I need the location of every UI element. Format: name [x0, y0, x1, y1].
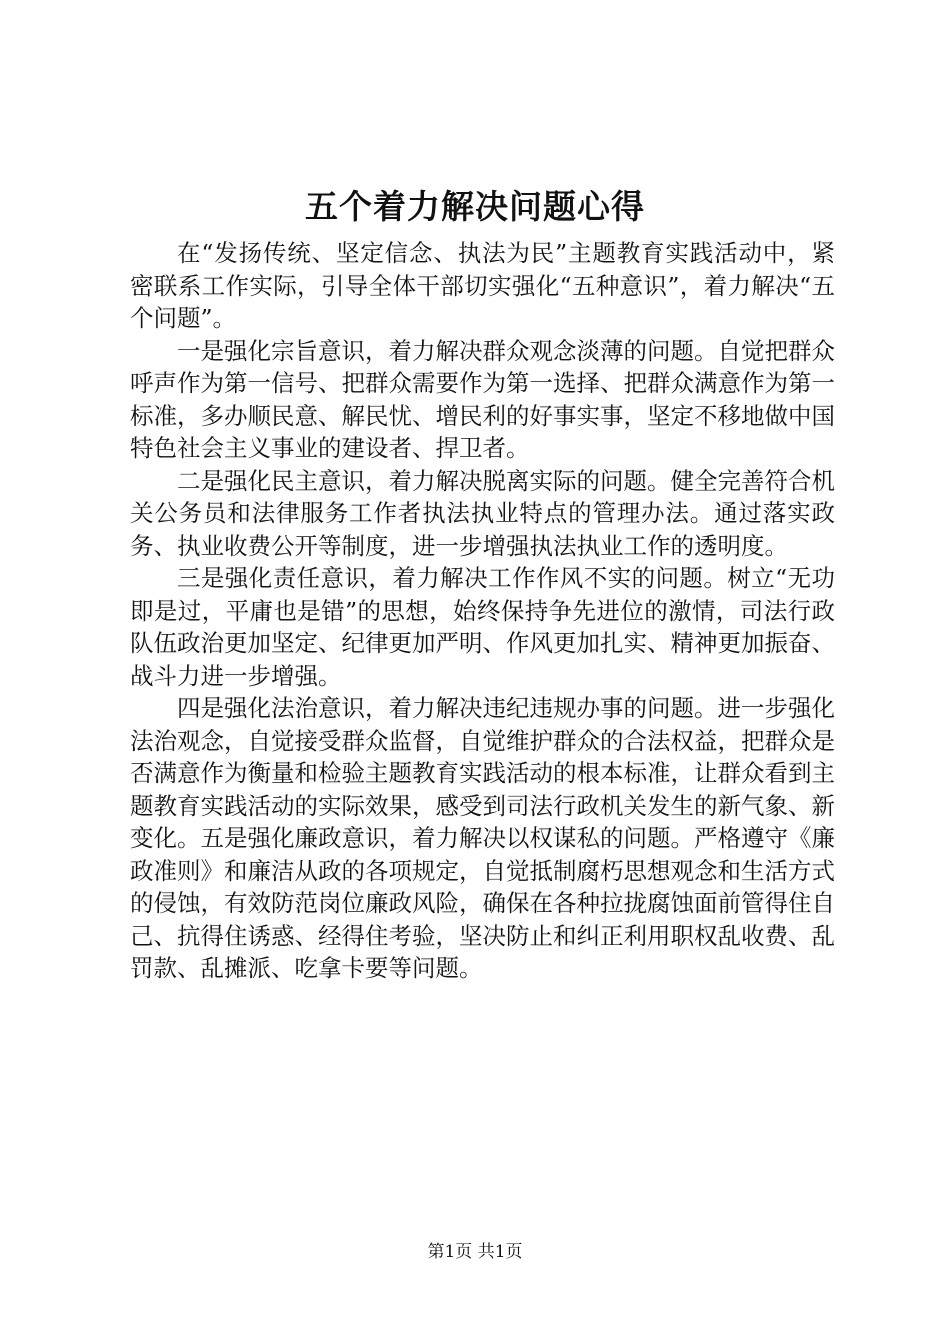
paragraph-responsibility-awareness: 三是强化责任意识，着力解决工作作风不实的问题。树立“无功即是过，平庸也是错”的思想，始终保持争先进位的激情，司法行政队伍政治更加坚定、纪律更加严明、作风更加扎实、精神更加振奋、战斗力进一步增强。	[130, 564, 835, 690]
document-body	[130, 237, 835, 985]
page-footer: 第1页 共1页	[427, 1242, 523, 1262]
document-title: 五个着力解决问题心得	[305, 187, 645, 226]
paragraph-intro: 在“发扬传统、坚定信念、执法为民”主题教育实践活动中，紧密联系工作实际，引导全体干部切实强化“五种意识”，着力解决“五个问题”。	[130, 239, 835, 332]
paragraph-rule-of-law-awareness: 四是强化法治意识，着力解决违纪违规办事的问题。进一步强化法治观念，自觉接受群众监督，自觉维护群众的合法权益，把群众是否满意作为衡量和检验主题教育实践活动的根本标准，让群众看到主题教育实践活动的实际效果，感受到司法行政机关发生的新气象、新变化。五是强化廉政意识，着力解决以权谋私的问题。严格遵守《廉政准则》和廉洁从政的各项规定，自觉抵制腐朽思想观念和生活方式的侵蚀，有效防范岗位廉政风险，确保在各种拉拢腐蚀面前管得住自己、抗得住诱惑、经得住考验，坚决防止和纠正利用职权乱收费、乱罚款、乱摊派、吃拿卡要等问题。	[130, 694, 835, 982]
paragraph-democracy-awareness: 二是强化民主意识，着力解决脱离实际的问题。健全完善符合机关公务员和法律服务工作者执法执业特点的管理办法。通过落实政务、执业收费公开等制度，进一步增强执法执业工作的透明度。	[130, 466, 835, 560]
paragraph-purpose-awareness: 一是强化宗旨意识，着力解决群众观念淡薄的问题。自觉把群众呼声作为第一信号、把群众需要作为第一选择、把群众满意作为第一标准，多办顺民意、解民忧、增民利的好事实事，坚定不移地做中国特色社会主义事业的建设者、捍卫者。	[130, 336, 835, 462]
